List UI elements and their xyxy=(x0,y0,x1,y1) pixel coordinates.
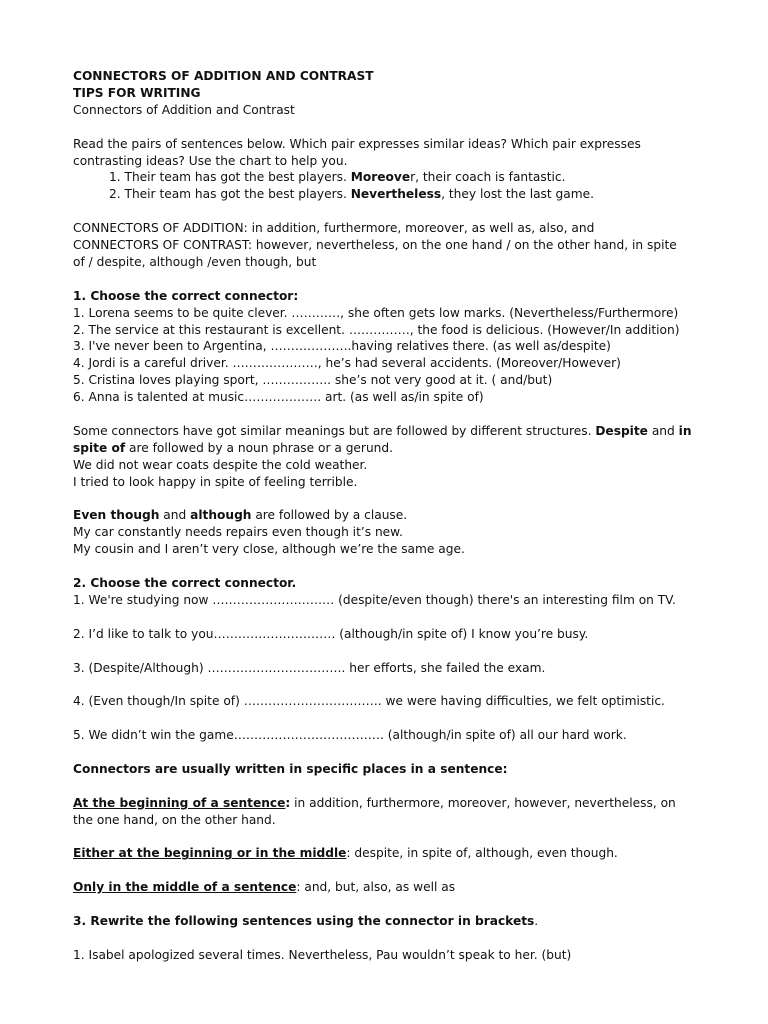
despite-explanation-cont: spite of are followed by a noun phrase or a gerund. xyxy=(73,440,393,455)
connectors-contrast-cont: of / despite, although /even though, but xyxy=(73,254,317,269)
placement-either: Either at the beginning or in the middle: despite, in spite of, although, even though. xyxy=(73,846,618,861)
example-sentence: My car constantly needs repairs even though it’s new. xyxy=(73,525,403,540)
exercise-1-item: 1. Lorena seems to be quite clever. …………, she often gets low marks. (Nevertheless/Furthermore) xyxy=(73,305,679,320)
exercise-1-item: 5. Cristina loves playing sport, …………….. she’s not very good at it. ( and/but) xyxy=(73,373,553,388)
example-sentence: We did not wear coats despite the cold weather. xyxy=(73,457,368,472)
exercise-2-item: 5. We didn’t win the game………………………………. (although/in spite of) all our hard work. xyxy=(73,728,627,743)
section-title: Connectors of Addition and Contrast xyxy=(73,102,295,117)
exercise-1-item: 6. Anna is talented at music………………. art. (as well as/in spite of) xyxy=(73,390,484,405)
despite-explanation: Some connectors have got similar meanings but are followed by different structures. Despite and in xyxy=(73,423,692,438)
exercise-3-item: 1. Isabel apologized several times. Nevertheless, Pau wouldn’t speak to her. (but) xyxy=(73,947,572,962)
exercise-2-heading: 2. Choose the correct connector. xyxy=(73,576,297,591)
placement-beginning: At the beginning of a sentence: in addition, furthermore, moreover, however, nevertheless, on xyxy=(73,795,676,810)
intro-line: contrasting ideas? Use the chart to help you. xyxy=(73,153,348,168)
example-sentence: I tried to look happy in spite of feeling terrible. xyxy=(73,474,358,489)
document-page xyxy=(73,68,743,964)
exercise-2-item: 1. We're studying now ………………………… (despite/even though) there's an interesting film on TV. xyxy=(73,593,676,607)
subtitle: TIPS FOR WRITING xyxy=(73,85,201,100)
bold-connector: Moreove xyxy=(350,170,411,185)
exercise-2-item: 2. I’d like to talk to you………………………… (although/in spite of) I know you’re busy. xyxy=(73,626,589,641)
intro-line: Read the pairs of sentences below. Which pair expresses similar ideas? Which pair expresses xyxy=(73,136,641,151)
exercise-2-item: 4. (Even though/In spite of) ……………………………. we were having difficulties, we felt optimistic. xyxy=(73,694,665,709)
connectors-contrast: CONNECTORS OF CONTRAST: however, nevertheless, on the one hand / on the other hand, in spite xyxy=(73,238,677,253)
placement-beginning-cont: the one hand, on the other hand. xyxy=(73,812,276,827)
main-title: CONNECTORS OF ADDITION AND CONTRAST xyxy=(73,69,374,83)
exercise-2-item: 3. (Despite/Although) ……………………………. her efforts, she failed the exam. xyxy=(73,660,546,675)
intro-item: 2. Their team has got the best players. Nevertheless, they lost the last game. xyxy=(109,187,595,202)
intro-item: 1. Their team has got the best players. Moreover, their coach is fantastic. xyxy=(109,170,566,185)
placement-middle: Only in the middle of a sentence: and, but, also, as well as xyxy=(73,880,456,895)
exercise-1-item: 3. I've never been to Argentina, ………………..having relatives there. (as well as/despite) xyxy=(73,339,611,354)
exercise-1-heading: 1. Choose the correct connector: xyxy=(73,288,299,303)
exercise-1-item: 4. Jordi is a careful driver. …………………, he’s had several accidents. (Moreover/However) xyxy=(73,356,621,371)
exercise-1-item: 2. The service at this restaurant is excellent. ……………, the food is delicious. (However/In addition) xyxy=(73,322,680,337)
even-though-explanation: Even though and although are followed by a clause. xyxy=(73,508,408,523)
example-sentence: My cousin and I aren’t very close, although we’re the same age. xyxy=(73,542,465,557)
exercise-3-heading: 3. Rewrite the following sentences using the connector in brackets. xyxy=(73,914,539,929)
bold-connector: Nevertheless xyxy=(350,187,442,202)
connectors-addition: CONNECTORS OF ADDITION: in addition, furthermore, moreover, as well as, also, and xyxy=(73,221,595,236)
placement-heading: Connectors are usually written in specific places in a sentence: xyxy=(73,761,508,776)
